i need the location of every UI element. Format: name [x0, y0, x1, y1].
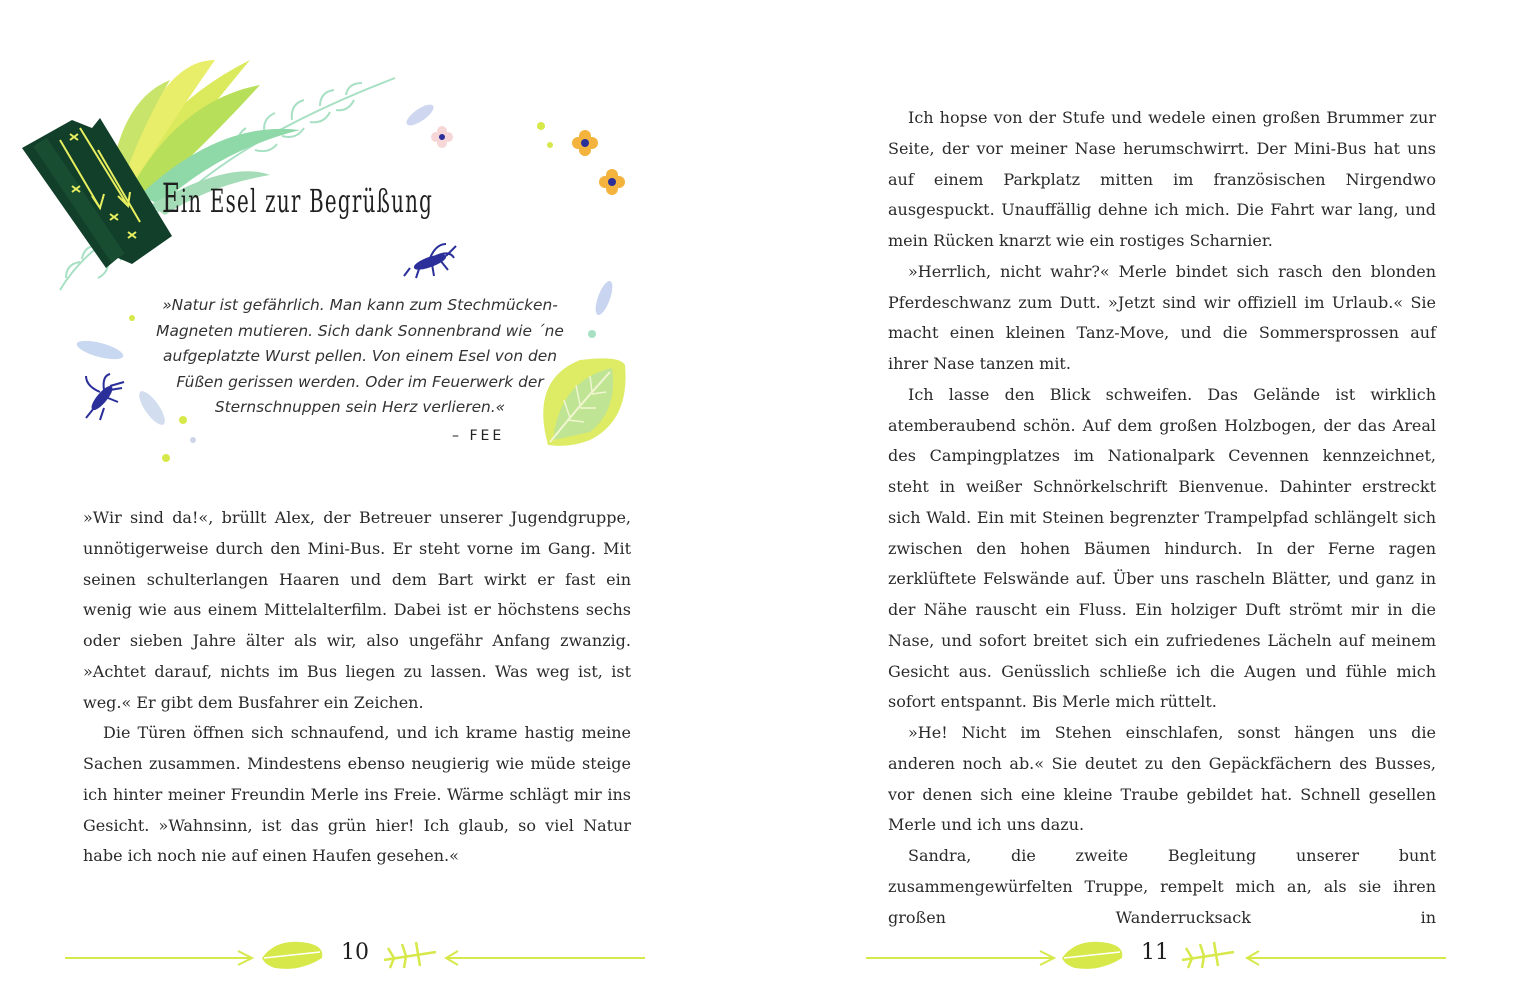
paragraph: Ich lasse den Blick schweifen. Das Gelände ist wirklich atemberaubend schön. Auf dem großen Holzbogen, der das Areal des Campingplatzes im Nationalpark Cevennen kennzeichnet, steht in weißer Schnörkelschrift Bienvenue. Dahinter erstreckt sich Wald. Ein mit Steinen begrenzter Trampelpfad schlängelt sich zwischen den hohen Bäumen hindurch. In der Ferne ragen zerklüftete Felswände auf. Über uns rascheln Blätter, und ganz in der Nähe rauscht ein Fluss. Ein holziger Duft strömt mir in die Nase, und sofort breitet sich ein zufriedenes Lächeln auf meinem Gesicht aus. Genüsslich schließe ich die Augen und fühle mich sofort entspannt. Bis Merle mich rüttelt.: [888, 384, 1436, 712]
right-page: [762, 0, 1524, 1000]
paragraph: »Herrlich, nicht wahr?« Merle bindet sich rasch den blonden Pferdeschwanz zum Dutt. »Jetzt sind wir offiziell im Urlaub.« Sie macht einen kleinen Tanz-Move, und die Sommersprossen auf ihrer Nase tanzen mit.: [888, 261, 1436, 373]
footer-ornament-right: [762, 0, 1524, 1000]
paragraph: Ich hopse von der Stufe und wedele einen großen Brummer zur Seite, der vor meiner Nase herumschwirrt. Der Mini-Bus hat uns auf einem Parkplatz mitten im französischen Nirgendwo ausgespuckt. Unauffällig dehne ich mich. Die Fahrt war lang, und mein Rücken knarzt wie ein rostiges Scharnier.: [888, 108, 1436, 250]
paragraph: Die Türen öffnen sich schnaufend, und ich krame hastig meine Sachen zusammen. Mindestens ebenso neugierig wie müde steige ich hinter meiner Freundin Merle ins Freie. Wärme schlägt mir ins Gesicht. »Wahnsinn, ist das grün hier! Ich glaub, so viel Natur habe ich noch nie auf einen Haufen gesehen.«: [83, 723, 631, 866]
footer-leaf-icon: [1062, 942, 1122, 969]
chapter-epigraph: »Natur ist gefährlich. Man kann zum Stechmücken-Magneten mutieren. Sich dank Sonnenbrand wie ´ne aufgeplatzte Wurst pellen. Von einem Esel von den Füßen gerissen werden. Oder im Feuerwerk der Sternschnuppen sein Herz verlieren.«: [156, 296, 564, 417]
paragraph: Sandra, die zweite Begleitung unserer bunt zusammengewürfelten Truppe, rempelt mich an, als sie ihren großen Wanderrucksack in: [888, 846, 1436, 927]
footer-leaf-icon: [262, 942, 322, 969]
epigraph-attribution: – FEE: [452, 428, 505, 444]
footer-sprig-icon: [1182, 942, 1234, 968]
paragraph: »He! Nicht im Stehen einschlafen, sonst hängen uns die anderen noch ab.« Sie deutet zu den Gepäckfächern des Busses, vor denen sich eine kleine Traube gebildet hat. Schnell gesellen Merle und ich uns dazu.: [888, 723, 1436, 835]
chapter-title: Ein Esel zur Begrüßung: [162, 176, 434, 222]
page-number: 11: [1141, 940, 1169, 965]
page-number: 10: [341, 940, 369, 965]
footer-sprig-icon: [384, 942, 436, 968]
paragraph: »Wir sind da!«, brüllt Alex, der Betreuer unserer Jugendgruppe, unnötigerweise durch den Mini-Bus. Er steht vorne im Gang. Mit seinen schulterlangen Haaren und dem Bart wirkt er fast ein wenig wie aus einem Mittelalterfilm. Dabei ist er höchstens sechs oder sieben Jahre älter als wir, also ungefähr Anfang zwanzig. »Achtet darauf, nichts im Bus liegen zu lassen. Was weg ist, ist weg.« Er gibt dem Busfahrer ein Zeichen.: [83, 508, 631, 712]
